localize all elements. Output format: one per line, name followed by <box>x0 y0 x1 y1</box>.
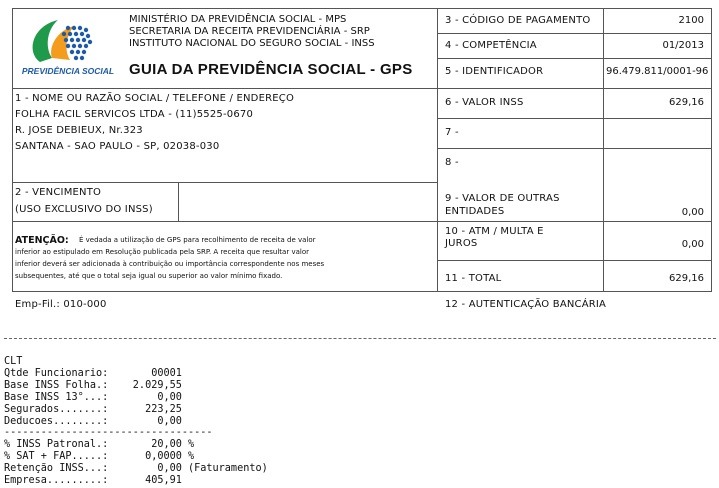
attention-title: ATENÇÃO: <box>15 235 69 246</box>
field-10-value: 0,00 <box>681 239 704 250</box>
logo-emblem-icon <box>18 12 118 72</box>
field-8-label: 8 - <box>445 157 459 168</box>
box2-label-1: 2 - VENCIMENTO <box>15 187 102 198</box>
field-6-label: 6 - VALOR INSS <box>445 97 524 108</box>
frame-right <box>711 8 712 291</box>
field-3-label: 3 - CÓDIGO DE PAGAMENTO <box>445 15 591 26</box>
report-row: Qtde Funcionario: 00001 <box>4 368 182 379</box>
previdencia-logo <box>18 12 118 84</box>
report-row: Segurados.......: 223,25 <box>4 404 182 415</box>
field-3-value: 2100 <box>678 15 704 26</box>
emp-fil: Emp-Fil.: 010-000 <box>15 299 107 310</box>
report-separator: ---------------------------------- <box>4 427 213 438</box>
box1-line-3: SANTANA - SAO PAULO - SP, 02038-030 <box>15 141 220 152</box>
attention-line-2: inferior ao estipulado em Resolução publicada pela SRP. A receita que resultar valor <box>15 248 309 256</box>
field-10-label-2: JUROS <box>445 238 478 249</box>
header-line-1: MINISTÉRIO DA PREVIDÊNCIA SOCIAL - MPS <box>129 14 347 25</box>
report-row: % SAT + FAP.....: 0,0000 % <box>4 451 195 462</box>
report-row: Base INSS 13°...: 0,00 <box>4 392 182 403</box>
document-title: GUIA DA PREVIDÊNCIA SOCIAL - GPS <box>129 61 413 78</box>
divider-header <box>12 88 712 89</box>
divider-vertical <box>437 8 438 291</box>
value-column-divider <box>603 8 604 291</box>
field-5-label: 5 - IDENTIFICADOR <box>445 66 544 77</box>
frame-left <box>12 8 13 291</box>
logo-text: PREVIDÊNCIA SOCIAL <box>21 66 115 76</box>
divider-box1 <box>12 182 437 183</box>
box2-divider <box>178 182 179 221</box>
row-line-7 <box>437 148 712 149</box>
attention-line-4: subsequentes, até que o total seja igual ou superior ao valor mínimo fixado. <box>15 272 283 280</box>
row-line-4 <box>437 58 712 59</box>
report-row: Deducoes........: 0,00 <box>4 416 182 427</box>
row-line-3 <box>437 33 712 34</box>
frame-top <box>12 8 712 9</box>
report-row: Empresa.........: 405,91 <box>4 475 182 486</box>
field-9-label-1: 9 - VALOR DE OUTRAS <box>445 193 560 204</box>
box1-label: 1 - NOME OU RAZÃO SOCIAL / TELEFONE / ENDEREÇO <box>15 93 295 104</box>
box2-label-2: (USO EXCLUSIVO DO INSS) <box>15 204 153 215</box>
header-line-3: INSTITUTO NACIONAL DO SEGURO SOCIAL - INSS <box>129 38 375 49</box>
field-12-label: 12 - AUTENTICAÇÃO BANCÁRIA <box>445 299 607 310</box>
report-row: % INSS Patronal.: 20,00 % <box>4 439 195 450</box>
field-10-label-1: 10 - ATM / MULTA E <box>445 226 544 237</box>
field-6-value: 629,16 <box>669 97 704 108</box>
box1-line-2: R. JOSE DEBIEUX, Nr.323 <box>15 125 143 136</box>
field-11-label: 11 - TOTAL <box>445 273 502 284</box>
divider-box2 <box>12 221 712 222</box>
field-9-value: 0,00 <box>681 207 704 218</box>
attention-line-3: inferior deverá ser adicionada à contribuição ou importância correspondente nos meses <box>15 260 325 268</box>
field-11-value: 629,16 <box>669 273 704 284</box>
report-row: Base INSS Folha.: 2.029,55 <box>4 380 182 391</box>
field-4-value: 01/2013 <box>662 40 704 51</box>
field-9-label-2: ENTIDADES <box>445 206 505 217</box>
header-line-2: SECRETARIA DA RECEITA PREVIDENCIÁRIA - SRP <box>129 26 370 37</box>
report-row: Retenção INSS...: 0,00 (Faturamento) <box>4 463 268 474</box>
frame-bottom <box>12 291 712 292</box>
report-heading: CLT <box>4 356 23 367</box>
row-line-10 <box>437 260 712 261</box>
cut-line <box>4 338 716 339</box>
field-5-value: 96.479.811/0001-96 <box>606 66 709 77</box>
box1-line-1: FOLHA FACIL SERVICOS LTDA - (11)5525-0670 <box>15 109 254 120</box>
field-4-label: 4 - COMPETÊNCIA <box>445 40 537 51</box>
attention-line-1: É vedada a utilização de GPS para recolhimento de receita de valor <box>79 236 316 244</box>
row-line-6 <box>437 118 712 119</box>
field-7-label: 7 - <box>445 127 459 138</box>
